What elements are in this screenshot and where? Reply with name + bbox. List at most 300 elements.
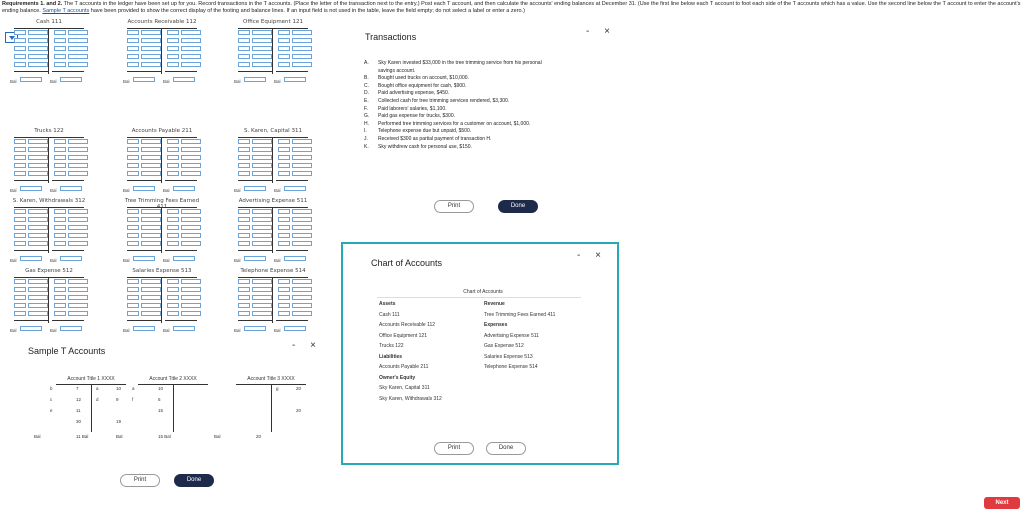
t-account-center-line — [48, 277, 49, 323]
credit-input[interactable] — [278, 311, 290, 316]
credit-input[interactable] — [68, 62, 88, 67]
credit-input[interactable] — [167, 54, 179, 59]
credit-input[interactable] — [167, 30, 179, 35]
credit-input[interactable] — [68, 171, 88, 176]
credit-input[interactable] — [278, 155, 290, 160]
debit-input[interactable] — [252, 225, 272, 230]
debit-input[interactable] — [127, 241, 139, 246]
debit-input[interactable] — [28, 171, 48, 176]
credit-input[interactable] — [181, 225, 201, 230]
credit-input[interactable] — [68, 30, 88, 35]
debit-input[interactable] — [252, 279, 272, 284]
sample-t-accounts-link[interactable]: Sample T accounts — [42, 8, 90, 14]
credit-input[interactable] — [68, 225, 88, 230]
debit-input[interactable] — [28, 233, 48, 238]
credit-input[interactable] — [54, 38, 66, 43]
debit-input[interactable] — [141, 287, 161, 292]
credit-input[interactable] — [278, 279, 290, 284]
debit-input[interactable] — [238, 233, 250, 238]
balance-input[interactable] — [284, 77, 306, 82]
debit-input[interactable] — [14, 209, 26, 214]
credit-input[interactable] — [278, 217, 290, 222]
credit-input[interactable] — [292, 279, 312, 284]
balance-input[interactable] — [244, 256, 266, 261]
balance-input[interactable] — [284, 186, 306, 191]
credit-input[interactable] — [167, 225, 179, 230]
credit-input[interactable] — [181, 311, 201, 316]
balance-input[interactable] — [60, 326, 82, 331]
credit-input[interactable] — [167, 287, 179, 292]
footing-line — [276, 180, 308, 181]
credit-input[interactable] — [278, 147, 290, 152]
credit-input[interactable] — [292, 225, 312, 230]
credit-input[interactable] — [181, 233, 201, 238]
credit-input[interactable] — [292, 303, 312, 308]
debit-input[interactable] — [238, 30, 250, 35]
credit-input[interactable] — [181, 171, 201, 176]
credit-input[interactable] — [54, 233, 66, 238]
debit-input[interactable] — [14, 225, 26, 230]
debit-input[interactable] — [28, 163, 48, 168]
debit-input[interactable] — [141, 155, 161, 160]
debit-input[interactable] — [238, 287, 250, 292]
balance-input[interactable] — [244, 77, 266, 82]
credit-input[interactable] — [54, 30, 66, 35]
debit-input[interactable] — [238, 38, 250, 43]
credit-input[interactable] — [181, 139, 201, 144]
debit-input[interactable] — [28, 54, 48, 59]
credit-input[interactable] — [167, 62, 179, 67]
credit-input[interactable] — [278, 295, 290, 300]
window-controls[interactable]: - × — [586, 26, 616, 37]
balance-input[interactable] — [133, 186, 155, 191]
credit-input[interactable] — [68, 163, 88, 168]
credit-input[interactable] — [54, 139, 66, 144]
t-account — [123, 19, 201, 117]
debit-input[interactable] — [127, 171, 139, 176]
credit-input[interactable] — [278, 139, 290, 144]
debit-input[interactable] — [28, 311, 48, 316]
debit-input[interactable] — [14, 54, 26, 59]
credit-input[interactable] — [181, 38, 201, 43]
credit-input[interactable] — [167, 147, 179, 152]
debit-input[interactable] — [238, 46, 250, 51]
credit-input[interactable] — [292, 147, 312, 152]
credit-input[interactable] — [54, 62, 66, 67]
debit-input[interactable] — [141, 147, 161, 152]
balance-input[interactable] — [60, 256, 82, 261]
sample-entry: 10 — [158, 386, 164, 391]
balance-input[interactable] — [244, 186, 266, 191]
credit-input[interactable] — [167, 303, 179, 308]
credit-input[interactable] — [278, 233, 290, 238]
balance-input[interactable] — [20, 256, 42, 261]
debit-input[interactable] — [14, 155, 26, 160]
balance-input[interactable] — [60, 77, 82, 82]
debit-input[interactable] — [28, 46, 48, 51]
debit-input[interactable] — [28, 303, 48, 308]
debit-input[interactable] — [28, 139, 48, 144]
debit-input[interactable] — [252, 303, 272, 308]
credit-input[interactable] — [54, 163, 66, 168]
debit-input[interactable] — [14, 279, 26, 284]
credit-input[interactable] — [181, 241, 201, 246]
debit-input[interactable] — [238, 163, 250, 168]
debit-input[interactable] — [238, 311, 250, 316]
debit-input[interactable] — [238, 155, 250, 160]
credit-input[interactable] — [54, 155, 66, 160]
sample-entry: g — [276, 386, 279, 391]
balance-input[interactable] — [133, 77, 155, 82]
balance-input[interactable] — [20, 186, 42, 191]
debit-input[interactable] — [127, 163, 139, 168]
credit-input[interactable] — [181, 209, 201, 214]
debit-input[interactable] — [141, 217, 161, 222]
debit-input[interactable] — [28, 217, 48, 222]
debit-input[interactable] — [141, 209, 161, 214]
t-account-center-line — [48, 207, 49, 253]
credit-input[interactable] — [54, 295, 66, 300]
credit-input[interactable] — [54, 217, 66, 222]
credit-input[interactable] — [292, 62, 312, 67]
debit-input[interactable] — [252, 139, 272, 144]
debit-input[interactable] — [141, 295, 161, 300]
credit-input[interactable] — [54, 171, 66, 176]
credit-input[interactable] — [181, 287, 201, 292]
debit-input[interactable] — [127, 147, 139, 152]
credit-input[interactable] — [167, 209, 179, 214]
credit-input[interactable] — [68, 295, 88, 300]
credit-input[interactable] — [181, 303, 201, 308]
debit-input[interactable] — [238, 147, 250, 152]
debit-input[interactable] — [141, 54, 161, 59]
debit-input[interactable] — [238, 62, 250, 67]
credit-input[interactable] — [278, 30, 290, 35]
debit-input[interactable] — [127, 46, 139, 51]
credit-input[interactable] — [167, 155, 179, 160]
balance-label: Bal — [50, 328, 57, 333]
credit-input[interactable] — [167, 139, 179, 144]
credit-input[interactable] — [54, 225, 66, 230]
window-controls[interactable]: - × — [577, 250, 607, 261]
credit-input[interactable] — [278, 46, 290, 51]
debit-input[interactable] — [127, 155, 139, 160]
credit-input[interactable] — [68, 46, 88, 51]
credit-input[interactable] — [292, 38, 312, 43]
debit-input[interactable] — [14, 62, 26, 67]
t-account-center-line — [161, 137, 162, 183]
debit-input[interactable] — [252, 147, 272, 152]
debit-input[interactable] — [14, 295, 26, 300]
credit-input[interactable] — [181, 46, 201, 51]
debit-input[interactable] — [141, 30, 161, 35]
debit-input[interactable] — [238, 279, 250, 284]
debit-input[interactable] — [238, 139, 250, 144]
t-account-top-line — [14, 137, 84, 138]
credit-input[interactable] — [68, 303, 88, 308]
credit-input[interactable] — [167, 217, 179, 222]
debit-input[interactable] — [252, 46, 272, 51]
credit-input[interactable] — [181, 217, 201, 222]
debit-input[interactable] — [238, 171, 250, 176]
debit-input[interactable] — [238, 303, 250, 308]
debit-input[interactable] — [14, 287, 26, 292]
credit-input[interactable] — [278, 38, 290, 43]
debit-input[interactable] — [28, 209, 48, 214]
debit-input[interactable] — [252, 209, 272, 214]
credit-input[interactable] — [181, 279, 201, 284]
transaction-item — [364, 90, 614, 98]
credit-input[interactable] — [181, 54, 201, 59]
debit-input[interactable] — [127, 311, 139, 316]
credit-input[interactable] — [181, 30, 201, 35]
credit-input[interactable] — [68, 209, 88, 214]
transaction-text: Paid advertising expense, $450. — [378, 90, 450, 97]
debit-input[interactable] — [14, 233, 26, 238]
debit-input[interactable] — [127, 287, 139, 292]
debit-input[interactable] — [141, 62, 161, 67]
debit-input[interactable] — [127, 225, 139, 230]
credit-input[interactable] — [68, 147, 88, 152]
window-controls[interactable]: - × — [292, 340, 322, 351]
debit-input[interactable] — [28, 155, 48, 160]
credit-input[interactable] — [181, 163, 201, 168]
credit-input[interactable] — [54, 46, 66, 51]
credit-input[interactable] — [68, 233, 88, 238]
transaction-text: Paid laborers' salaries, $1,100. — [378, 105, 447, 112]
credit-input[interactable] — [167, 311, 179, 316]
debit-input[interactable] — [141, 139, 161, 144]
credit-input[interactable] — [181, 155, 201, 160]
debit-input[interactable] — [127, 295, 139, 300]
credit-input[interactable] — [68, 279, 88, 284]
debit-input[interactable] — [252, 241, 272, 246]
t-account-title: Trucks 122 — [34, 128, 64, 134]
credit-input[interactable] — [278, 241, 290, 246]
debit-input[interactable] — [28, 62, 48, 67]
print-button[interactable]: Print — [434, 200, 474, 213]
debit-input[interactable] — [14, 303, 26, 308]
debit-input[interactable] — [14, 241, 26, 246]
debit-input[interactable] — [127, 38, 139, 43]
debit-input[interactable] — [252, 233, 272, 238]
credit-input[interactable] — [278, 225, 290, 230]
debit-input[interactable] — [141, 38, 161, 43]
credit-input[interactable] — [292, 311, 312, 316]
debit-input[interactable] — [14, 217, 26, 222]
balance-label: Bal — [123, 258, 130, 263]
debit-input[interactable] — [238, 225, 250, 230]
balance-input[interactable] — [133, 256, 155, 261]
debit-input[interactable] — [28, 38, 48, 43]
footing-line — [127, 71, 161, 72]
debit-input[interactable] — [14, 38, 26, 43]
balance-input[interactable] — [244, 326, 266, 331]
debit-input[interactable] — [14, 147, 26, 152]
done-button[interactable]: Done — [498, 200, 538, 213]
sample-entry: 20 — [296, 408, 302, 413]
debit-input[interactable] — [252, 171, 272, 176]
debit-input[interactable] — [141, 311, 161, 316]
credit-input[interactable] — [54, 303, 66, 308]
debit-input[interactable] — [238, 54, 250, 59]
credit-input[interactable] — [181, 62, 201, 67]
debit-input[interactable] — [28, 225, 48, 230]
credit-input[interactable] — [54, 241, 66, 246]
credit-input[interactable] — [292, 209, 312, 214]
debit-input[interactable] — [14, 139, 26, 144]
credit-input[interactable] — [292, 54, 312, 59]
debit-input[interactable] — [141, 171, 161, 176]
credit-input[interactable] — [54, 287, 66, 292]
credit-input[interactable] — [278, 62, 290, 67]
debit-input[interactable] — [14, 171, 26, 176]
balance-input[interactable] — [173, 186, 195, 191]
next-button[interactable]: Next — [984, 497, 1020, 509]
debit-input[interactable] — [141, 46, 161, 51]
debit-input[interactable] — [238, 241, 250, 246]
balance-label: Bal — [123, 328, 130, 333]
credit-input[interactable] — [292, 287, 312, 292]
credit-input[interactable] — [292, 139, 312, 144]
debit-input[interactable] — [252, 311, 272, 316]
debit-input[interactable] — [127, 62, 139, 67]
credit-input[interactable] — [54, 147, 66, 152]
credit-input[interactable] — [292, 46, 312, 51]
t-account-top-line — [127, 277, 197, 278]
credit-input[interactable] — [292, 155, 312, 160]
debit-input[interactable] — [14, 311, 26, 316]
debit-input[interactable] — [238, 217, 250, 222]
debit-input[interactable] — [141, 241, 161, 246]
debit-input[interactable] — [238, 209, 250, 214]
t-account — [10, 19, 88, 117]
balance-input[interactable] — [284, 256, 306, 261]
credit-input[interactable] — [278, 163, 290, 168]
credit-input[interactable] — [167, 295, 179, 300]
balance-input[interactable] — [173, 77, 195, 82]
debit-input[interactable] — [127, 233, 139, 238]
debit-input[interactable] — [127, 303, 139, 308]
credit-input[interactable] — [54, 311, 66, 316]
credit-input[interactable] — [54, 209, 66, 214]
debit-input[interactable] — [28, 287, 48, 292]
debit-input[interactable] — [127, 209, 139, 214]
print-button[interactable]: Print — [120, 474, 160, 487]
credit-input[interactable] — [292, 217, 312, 222]
credit-input[interactable] — [292, 30, 312, 35]
debit-input[interactable] — [141, 163, 161, 168]
debit-input[interactable] — [28, 241, 48, 246]
credit-input[interactable] — [292, 171, 312, 176]
t-account-top-line — [238, 28, 308, 29]
debit-input[interactable] — [141, 303, 161, 308]
debit-input[interactable] — [28, 295, 48, 300]
debit-input[interactable] — [14, 46, 26, 51]
credit-input[interactable] — [167, 241, 179, 246]
credit-input[interactable] — [68, 241, 88, 246]
balance-input[interactable] — [60, 186, 82, 191]
credit-input[interactable] — [68, 155, 88, 160]
debit-input[interactable] — [28, 147, 48, 152]
credit-input[interactable] — [68, 54, 88, 59]
print-button[interactable]: Print — [434, 442, 474, 455]
balance-input[interactable] — [284, 326, 306, 331]
transaction-text: Paid gas expense for trucks, $300. — [378, 113, 455, 120]
debit-input[interactable] — [127, 279, 139, 284]
credit-input[interactable] — [292, 241, 312, 246]
credit-input[interactable] — [167, 233, 179, 238]
debit-input[interactable] — [14, 30, 26, 35]
debit-input[interactable] — [127, 54, 139, 59]
credit-input[interactable] — [167, 163, 179, 168]
sample-center-line — [271, 384, 272, 432]
credit-input[interactable] — [167, 46, 179, 51]
credit-input[interactable] — [167, 279, 179, 284]
credit-input[interactable] — [278, 287, 290, 292]
debit-input[interactable] — [252, 217, 272, 222]
credit-input[interactable] — [68, 287, 88, 292]
balance-input[interactable] — [173, 256, 195, 261]
credit-input[interactable] — [292, 163, 312, 168]
transaction-key: I. — [364, 128, 367, 135]
debit-input[interactable] — [141, 225, 161, 230]
debit-input[interactable] — [127, 217, 139, 222]
credit-input[interactable] — [278, 54, 290, 59]
debit-input[interactable] — [28, 30, 48, 35]
credit-input[interactable] — [278, 303, 290, 308]
credit-input[interactable] — [278, 209, 290, 214]
credit-input[interactable] — [181, 147, 201, 152]
balance-input[interactable] — [20, 77, 42, 82]
credit-input[interactable] — [292, 233, 312, 238]
balance-input[interactable] — [173, 326, 195, 331]
credit-input[interactable] — [54, 279, 66, 284]
debit-input[interactable] — [252, 295, 272, 300]
credit-input[interactable] — [68, 38, 88, 43]
credit-input[interactable] — [167, 171, 179, 176]
credit-input[interactable] — [181, 295, 201, 300]
balance-input[interactable] — [133, 326, 155, 331]
credit-input[interactable] — [292, 295, 312, 300]
debit-input[interactable] — [28, 279, 48, 284]
debit-input[interactable] — [252, 155, 272, 160]
credit-input[interactable] — [68, 311, 88, 316]
transaction-text: Bought used trucks on account, $10,000. — [378, 75, 469, 82]
credit-input[interactable] — [167, 38, 179, 43]
credit-input[interactable] — [68, 139, 88, 144]
debit-input[interactable] — [252, 38, 272, 43]
debit-input[interactable] — [141, 233, 161, 238]
debit-input[interactable] — [252, 54, 272, 59]
debit-input[interactable] — [127, 139, 139, 144]
credit-input[interactable] — [54, 54, 66, 59]
credit-input[interactable] — [278, 171, 290, 176]
debit-input[interactable] — [141, 279, 161, 284]
debit-input[interactable] — [252, 62, 272, 67]
done-button[interactable]: Done — [486, 442, 526, 455]
debit-input[interactable] — [238, 295, 250, 300]
debit-input[interactable] — [127, 30, 139, 35]
balance-label: Bal — [10, 328, 17, 333]
debit-input[interactable] — [252, 163, 272, 168]
balance-input[interactable] — [20, 326, 42, 331]
debit-input[interactable] — [252, 287, 272, 292]
credit-input[interactable] — [68, 217, 88, 222]
debit-input[interactable] — [252, 30, 272, 35]
done-button[interactable]: Done — [174, 474, 214, 487]
debit-input[interactable] — [14, 163, 26, 168]
